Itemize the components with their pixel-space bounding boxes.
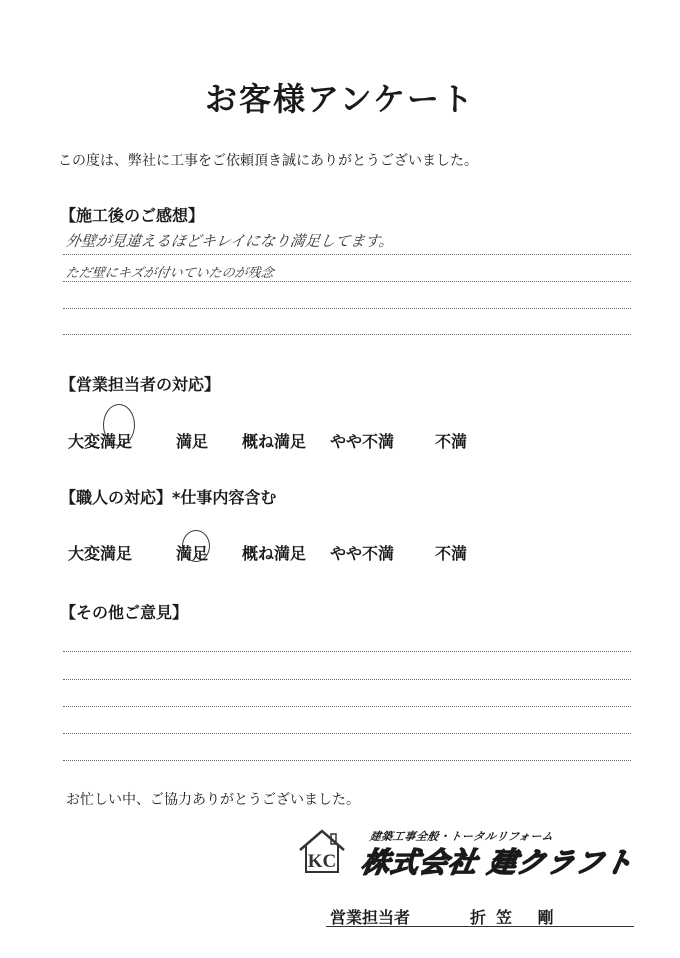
answer-rule-4	[63, 334, 631, 335]
handwritten-answer-line-1: 外壁が見違えるほどキレイになり満足してます。	[64, 232, 396, 250]
sales-rep-name: 折笠 剛	[470, 908, 564, 927]
comment-rule-3	[63, 706, 631, 707]
closing-text: お忙しい中、ご協力ありがとうございました。	[66, 792, 360, 808]
craftsman-option-mostly-satisfied: 概ね満足	[242, 544, 307, 563]
sales-option-dissatisfied: 不満	[435, 432, 468, 451]
sales-heading: 【営業担当者の対応】	[60, 375, 221, 394]
craftsman-option-satisfied: 満足	[176, 544, 209, 563]
comment-rule-5	[63, 760, 631, 761]
craftsman-heading: 【職人の対応】*仕事内容含む	[60, 488, 277, 507]
answer-rule-1	[63, 254, 631, 255]
sales-option-very-satisfied: 大変満足	[68, 432, 133, 451]
survey-title: お客様アンケート	[204, 80, 476, 118]
sales-rep-label: 営業担当者	[330, 908, 411, 927]
impression-heading: 【施工後のご感想】	[60, 206, 205, 225]
craftsman-option-very-satisfied: 大変満足	[68, 544, 133, 563]
other-comments-heading: 【その他ご意見】	[60, 603, 189, 622]
answer-rule-2	[63, 281, 631, 282]
intro-text: この度は、弊社に工事をご依頼頂き誠にありがとうございました。	[58, 153, 478, 169]
house-logo-icon	[298, 828, 346, 874]
sales-option-mostly-satisfied: 概ね満足	[242, 432, 307, 451]
sales-option-somewhat-dissatisfied: やや不満	[330, 432, 395, 451]
comment-rule-4	[63, 733, 631, 734]
company-tagline: 建築工事全般・トータルリフォーム	[368, 830, 555, 843]
craftsman-option-dissatisfied: 不満	[435, 544, 468, 563]
comment-rule-2	[63, 679, 631, 680]
sales-option-satisfied: 満足	[176, 432, 209, 451]
company-name: 株式会社 建クラフト	[358, 846, 637, 879]
logo-letters: KC	[307, 851, 337, 872]
comment-rule-1	[63, 651, 631, 652]
answer-rule-3	[63, 308, 631, 309]
signature-underline	[326, 926, 634, 927]
craftsman-option-somewhat-dissatisfied: やや不満	[330, 544, 395, 563]
handwritten-answer-line-2: ただ壁にキズが付いていたのが残念	[64, 266, 275, 281]
